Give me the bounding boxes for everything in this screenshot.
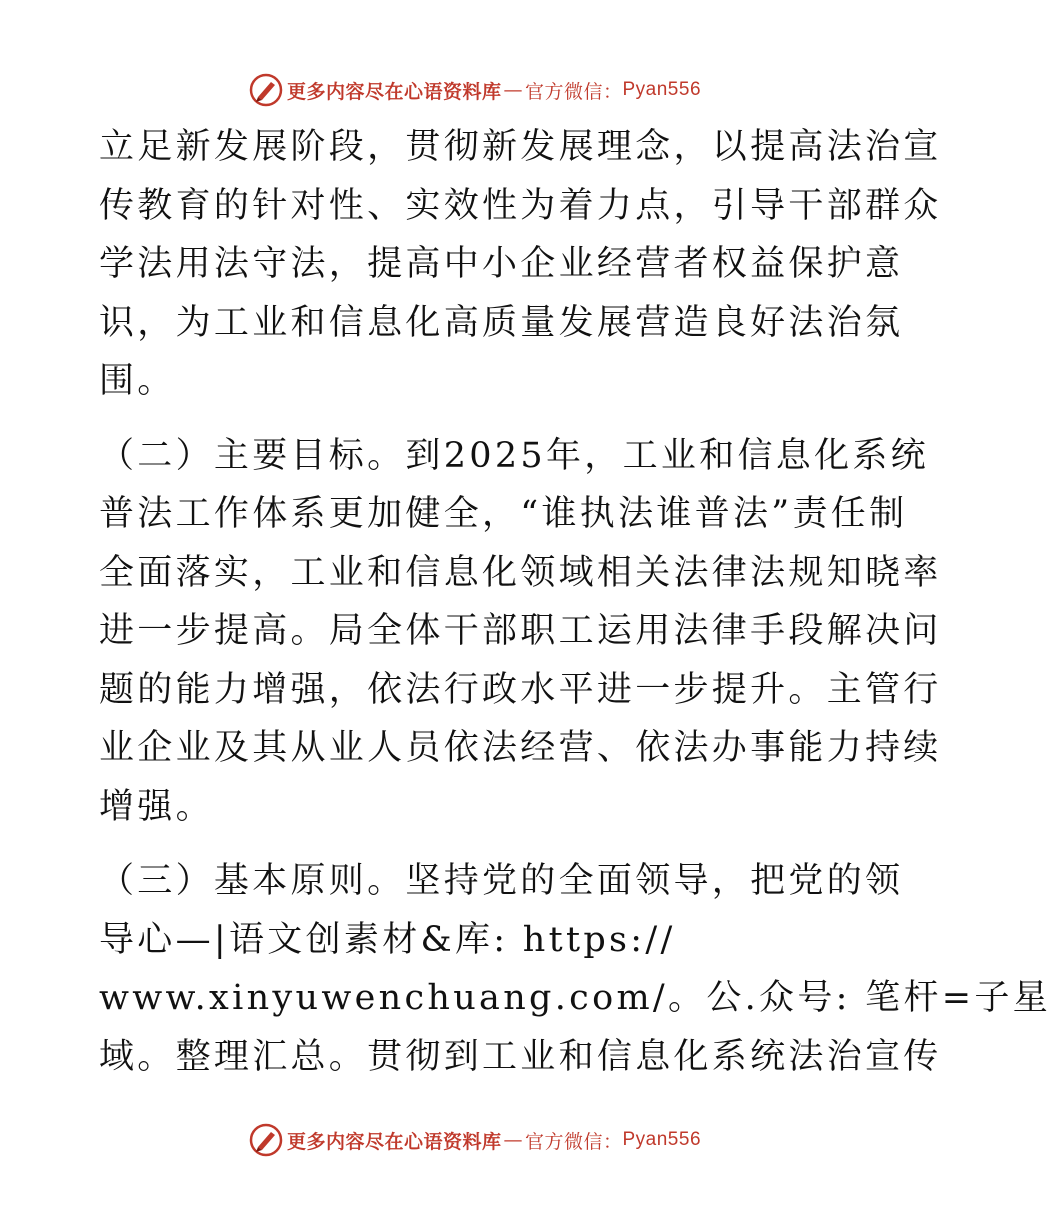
header-watermark-banner [0, 68, 950, 112]
text-line: （三）基本原则。坚持党的全面领导，把党的领 [99, 861, 904, 901]
banner-brand-text: 更多内容尽在心语资料库 [286, 80, 502, 103]
text-line: 围。 [99, 361, 176, 401]
paragraph-basic-principles [99, 852, 1051, 1086]
banner-brand-text: 更多内容尽在心语资料库 [286, 1130, 502, 1153]
paragraph-main-goals [99, 427, 942, 837]
text-line: 普法工作体系更加健全，“谁执法谁普法”责任制 [99, 494, 908, 534]
pen-logo-icon [249, 73, 283, 107]
text-line: 全面落实，工业和信息化领域相关法律法规知晓率 [99, 552, 942, 593]
banner-separator: — [503, 79, 523, 101]
text-line: 传教育的针对性、实效性为着力点，引导干部群众 [99, 185, 942, 226]
pen-logo-icon [249, 1123, 283, 1157]
banner-separator: — [503, 1129, 523, 1151]
text-line: 立足新发展阶段，贯彻新发展理念，以提高法治宣 [99, 127, 942, 167]
banner-wechat-label: 官方微信： [524, 80, 623, 103]
text-line: （二）主要目标。到2025年，工业和信息化系统 [99, 435, 929, 476]
text-line: 识，为工业和信息化高质量发展营造良好法治氛 [99, 302, 904, 343]
footer-watermark-banner [0, 1118, 950, 1162]
text-line: 题的能力增强，依法行政水平进一步提升。主管行 [99, 669, 942, 710]
paragraph-guiding-principle [99, 118, 942, 411]
text-line: 增强。 [99, 786, 214, 827]
text-line: 域。整理汇总。贯彻到工业和信息化系统法治宣传 [99, 1036, 942, 1077]
document-body [99, 118, 1051, 1102]
text-line: 学法用法守法，提高中小企业经营者权益保护意 [99, 244, 904, 284]
text-line: 导心—|语文创素材&库: https:// [99, 919, 676, 960]
banner-wechat-id: Pyan556 [622, 79, 702, 100]
text-line: 业企业及其从业人员依法经营、依法办事能力持续 [99, 728, 942, 768]
text-line: 进一步提高。局全体干部职工运用法律手段解决问 [99, 611, 942, 651]
text-line: www.xinyuwenchuang.com/。公.众号: 笔杆=子星 [99, 978, 1051, 1018]
banner-wechat-id: Pyan556 [622, 1129, 702, 1150]
banner-wechat-label: 官方微信： [524, 1130, 623, 1153]
